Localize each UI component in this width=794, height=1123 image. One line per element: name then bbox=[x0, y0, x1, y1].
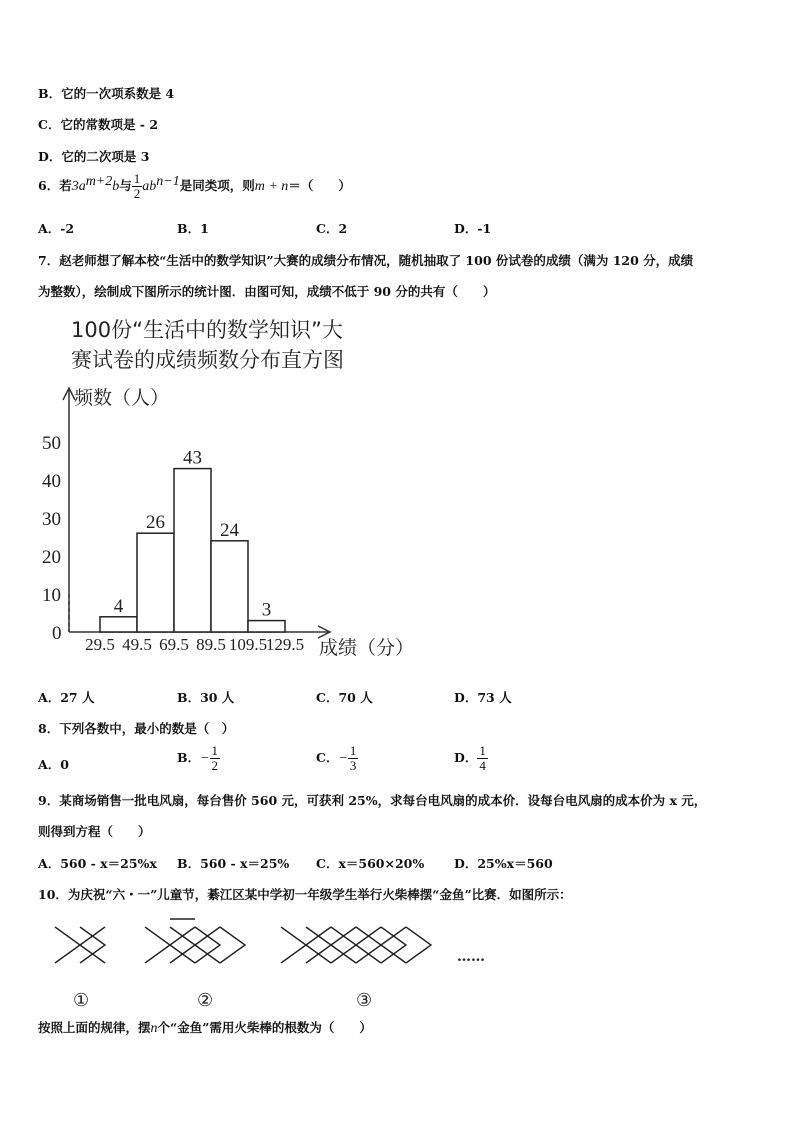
x-tick-label: 49.5 bbox=[122, 635, 152, 654]
q6-option-b: B．1 bbox=[177, 221, 209, 236]
chart-title-line1: 100份“生活中的数学知识”大 bbox=[71, 318, 343, 342]
q9-option-a: A．560 - x＝25%x bbox=[38, 856, 157, 871]
option-c-statement: C．它的常数项是 - 2 bbox=[38, 117, 159, 132]
fish-ellipsis: …… bbox=[457, 949, 485, 965]
q8-option-b: B．− $\frac{1}{2}$ bbox=[177, 743, 219, 773]
matchstick-fish-figure bbox=[45, 915, 495, 1015]
fish-label-3: ③ bbox=[356, 990, 373, 1011]
histogram-chart bbox=[30, 312, 430, 664]
histogram-bar bbox=[100, 617, 137, 632]
bar-value-label: 26 bbox=[146, 512, 165, 534]
fish-label-1: ① bbox=[73, 990, 90, 1011]
option-d-statement: D．它的二次项是 3 bbox=[38, 149, 150, 164]
question-7-line1: 7．赵老师想了解本校“生活中的数学知识”大赛的成绩分布情况，随机抽取了 100 份试卷的成绩（满为 120 分，成绩 bbox=[38, 253, 694, 268]
fish-2 bbox=[145, 919, 245, 963]
fish-label-2: ② bbox=[197, 990, 214, 1011]
x-tick-label: 89.5 bbox=[196, 635, 226, 654]
fish-3 bbox=[281, 927, 431, 963]
question-9-line1: 9．某商场销售一批电风扇，每台售价 560 元，可获利 25%，求每台电风扇的成本价．设每台电风扇的成本价为 x 元， bbox=[38, 793, 707, 808]
x-axis-label: 成绩（分） bbox=[319, 637, 415, 659]
fraction-one-half: $\frac{1}{2}$ bbox=[133, 171, 141, 201]
option-b-statement: B．它的一次项系数是 4 bbox=[38, 86, 175, 101]
y-tick-label: 40 bbox=[42, 471, 61, 492]
question-10: 10．为庆祝“六・一”儿童节，綦江区某中学初一年级学生举行火柴棒摆“金鱼”比赛．如图所示： bbox=[38, 887, 572, 902]
histogram-bar bbox=[174, 469, 211, 632]
y-tick-label: 30 bbox=[42, 509, 61, 530]
histogram-bar bbox=[211, 541, 248, 632]
histogram-bar bbox=[248, 621, 285, 632]
q6-option-a: A．-2 bbox=[38, 221, 75, 236]
x-tick-label: 109.5 bbox=[228, 635, 268, 654]
q7-option-a: A．27 人 bbox=[38, 690, 95, 705]
q7-option-c: C．70 人 bbox=[316, 690, 373, 705]
x-tick-label: 69.5 bbox=[159, 635, 189, 654]
chart-title-line2: 赛试卷的成绩频数分布直方图 bbox=[71, 348, 344, 372]
y-axis-label: 频数（人） bbox=[74, 387, 170, 409]
question-8: 8．下列各数中，最小的数是（ ） bbox=[38, 721, 235, 736]
q6-option-c: C．2 bbox=[316, 221, 348, 236]
question-6: 6．若$3a^{m+2}b$与 $\frac{1}{2}$ $ab^{n-1}$是同类项，则m + n＝（ ） bbox=[38, 171, 351, 201]
question-10-continued: 按照上面的规律，摆n个“金鱼”需用火柴棒的根数为（ ） bbox=[38, 1020, 372, 1036]
q9-option-c: C．x＝560×20% bbox=[316, 856, 425, 871]
q8-option-a: A．0 bbox=[38, 757, 69, 772]
q8-option-d: D． $\frac{1}{4}$ bbox=[454, 743, 486, 773]
bar-value-label: 3 bbox=[261, 599, 272, 621]
y-tick-label: 0 bbox=[52, 623, 62, 644]
q9-option-d: D．25%x＝560 bbox=[454, 856, 553, 871]
question-9-line2: 则得到方程（ ） bbox=[38, 824, 151, 839]
question-7-line2: 为整数），绘制成下图所示的统计图．由图可知，成绩不低于 90 分的共有（ ） bbox=[38, 284, 496, 299]
histogram-bar bbox=[137, 533, 174, 632]
q7-option-b: B．30 人 bbox=[177, 690, 235, 705]
bar-value-label: 24 bbox=[220, 519, 239, 541]
q6-option-d: D．-1 bbox=[454, 221, 492, 236]
y-tick-label: 50 bbox=[42, 433, 61, 454]
q7-option-d: D．73 人 bbox=[454, 690, 512, 705]
y-tick-label: 20 bbox=[42, 547, 61, 568]
q9-option-b: B．560 - x＝25% bbox=[177, 856, 290, 871]
x-tick-label: 29.5 bbox=[85, 635, 115, 654]
bar-value-label: 43 bbox=[183, 447, 202, 469]
x-tick-label: 129.5 bbox=[265, 635, 305, 654]
bar-value-label: 4 bbox=[113, 595, 124, 617]
q8-option-c: C．− $\frac{1}{3}$ bbox=[316, 743, 357, 773]
y-tick-label: 10 bbox=[42, 585, 61, 606]
fish-1 bbox=[55, 927, 105, 963]
